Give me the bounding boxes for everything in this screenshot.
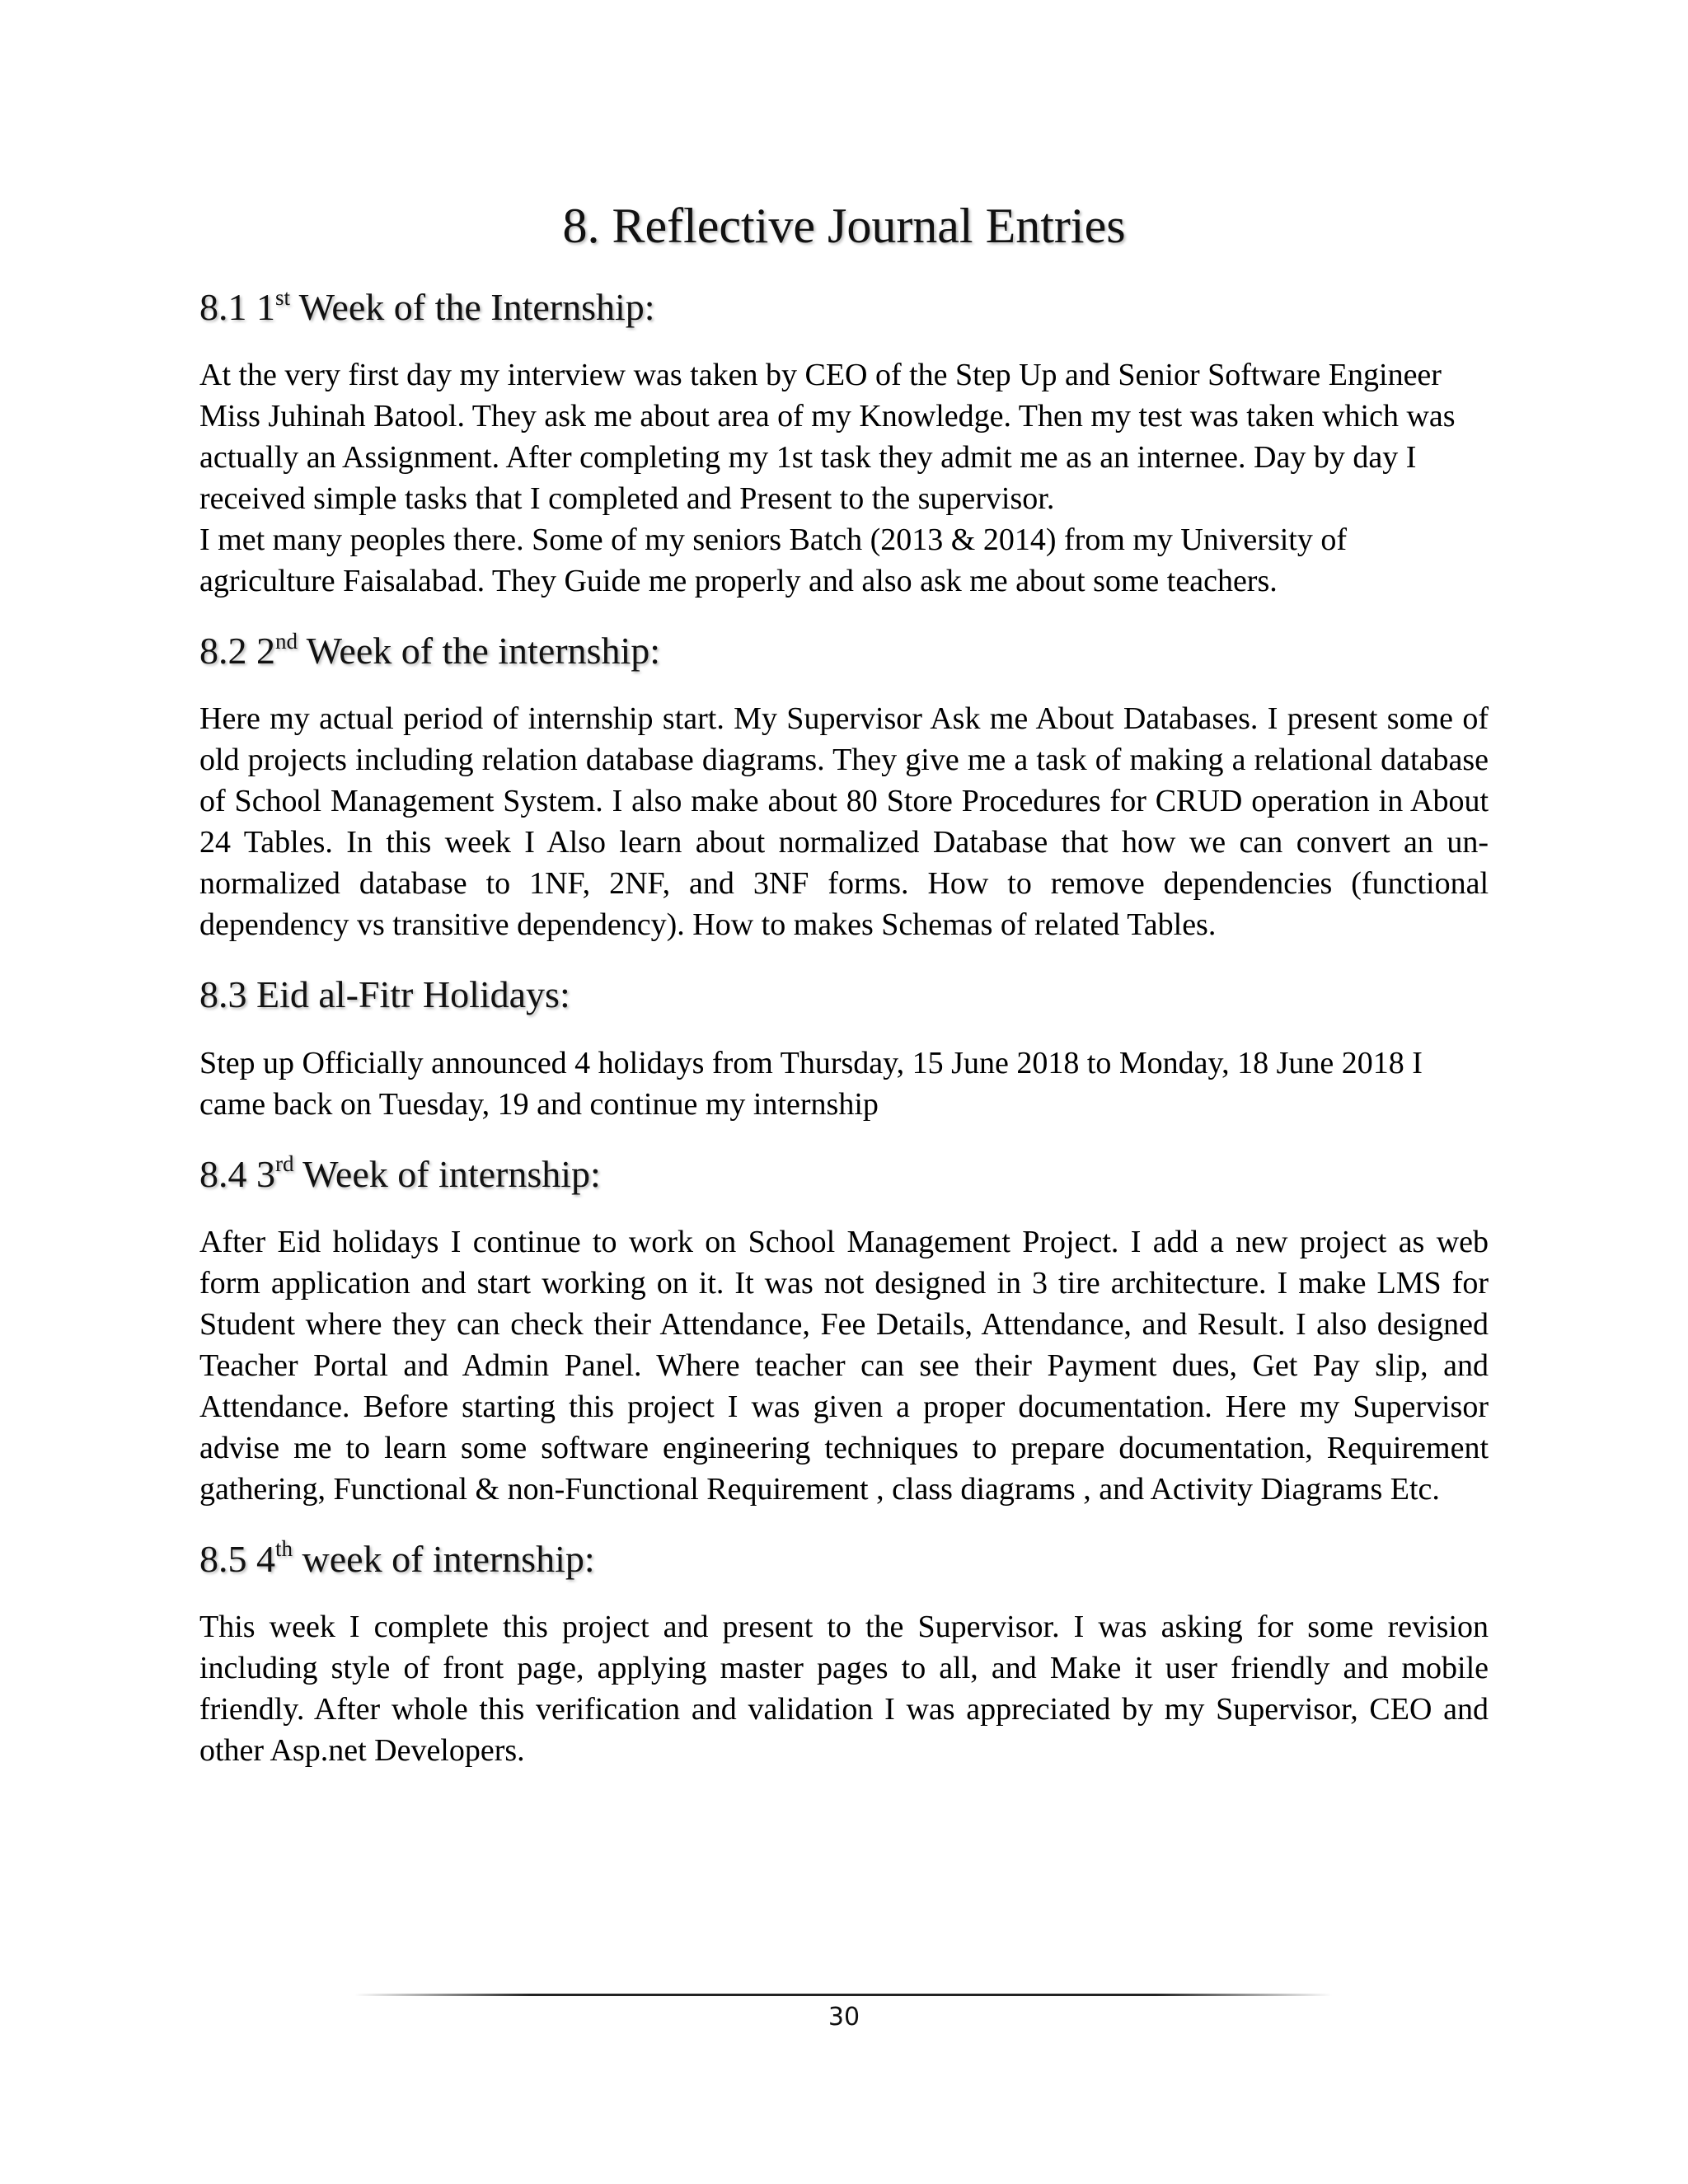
paragraph: Step up Officially announced 4 holidays from Thursday, 15 June 2018 to Monday, 18 June 2018 I came back on Tuesday, 19 and continue my internship [199,1045,1423,1122]
paragraph: After Eid holidays I continue to work on School Management Project. I add a new project as web form application and start working on it. It was not designed in 3 tire architecture. I make LMS for Student where they can check their Attendance, Fee Details, Attendance, and Result. I also designed Teacher Portal and Admin Panel. Where teacher can see their Payment dues, Get Pay slip, and Attendance. Before starting this project I was given a proper documentation. Here my Supervisor advise me to learn some software engineering techniques to prepare documentation, Requirement gathering, Functional & non-Functional Requirement , class diagrams , and Activity Diagrams Etc. [199,1224,1489,1507]
section-title: Week of the internship: [298,630,661,673]
paragraph: At the very first day my interview was taken by CEO of the Step Up and Senior Software Engineer Miss Juhinah Batool. They ask me about area of my Knowledge. Then my test was taken which was actually an Assignment. After completing my 1st task they admit me as an internee. Day by day I received simple tasks that I completed and Present to the supervisor. [199,358,1456,517]
section-heading: 8.3 Eid al-Fitr Holidays: [199,973,570,1016]
section-week-4 [199,1536,1489,1771]
ordinal-suffix: nd [275,628,298,654]
footer-divider [354,1994,1332,1996]
section-number: 8.4 3 [199,1152,275,1195]
section-eid-holidays [199,972,1489,1124]
section-heading [199,1536,1489,1582]
section-number: 8.1 1 [199,286,275,328]
paragraph: Here my actual period of internship start. My Supervisor Ask me About Databases. I present some of old projects including relation database diagrams. They give me a task of making a relational database of School Management System. I also make about 80 Store Procedures for CRUD operation in About 24 Tables. In this week I Also learn about normalized Database that how we can convert an un-normalized database to 1NF, 2NF, and 3NF forms. How to remove dependencies (functional dependency vs transitive dependency). How to makes Schemas of related Tables. [199,701,1489,943]
section-title: week of internship: [293,1537,595,1580]
section-title: Week of the Internship: [290,286,655,328]
section-number: 8.2 2 [199,630,275,673]
section-heading [199,1151,1489,1197]
chapter-title: 8. Reflective Journal Entries [562,199,1126,253]
ordinal-suffix: rd [275,1151,294,1177]
ordinal-suffix: th [275,1536,293,1562]
section-number: 8.5 4 [199,1537,275,1580]
section-heading [199,284,1489,330]
section-heading [199,628,1489,673]
section-title: Week of internship: [293,1152,601,1195]
document-page [199,198,1489,1797]
paragraph: This week I complete this project and present to the Supervisor. I was asking for some revision including style of front page, applying master pages to all, and Make it user friendly and mobile friendly. After whole this verification and validation I was appreciated by my Supervisor, CEO and other Asp.net Developers. [199,1609,1489,1768]
section-week-2 [199,628,1489,945]
ordinal-suffix: st [275,284,291,310]
paragraph: I met many peoples there. Some of my seniors Batch (2013 & 2014) from my University of agriculture Faisalabad. They Guide me properly and also ask me about some teachers. [199,523,1348,599]
section-week-3 [199,1151,1489,1510]
page-number: 30 [828,2003,860,2032]
section-week-1 [199,284,1489,602]
